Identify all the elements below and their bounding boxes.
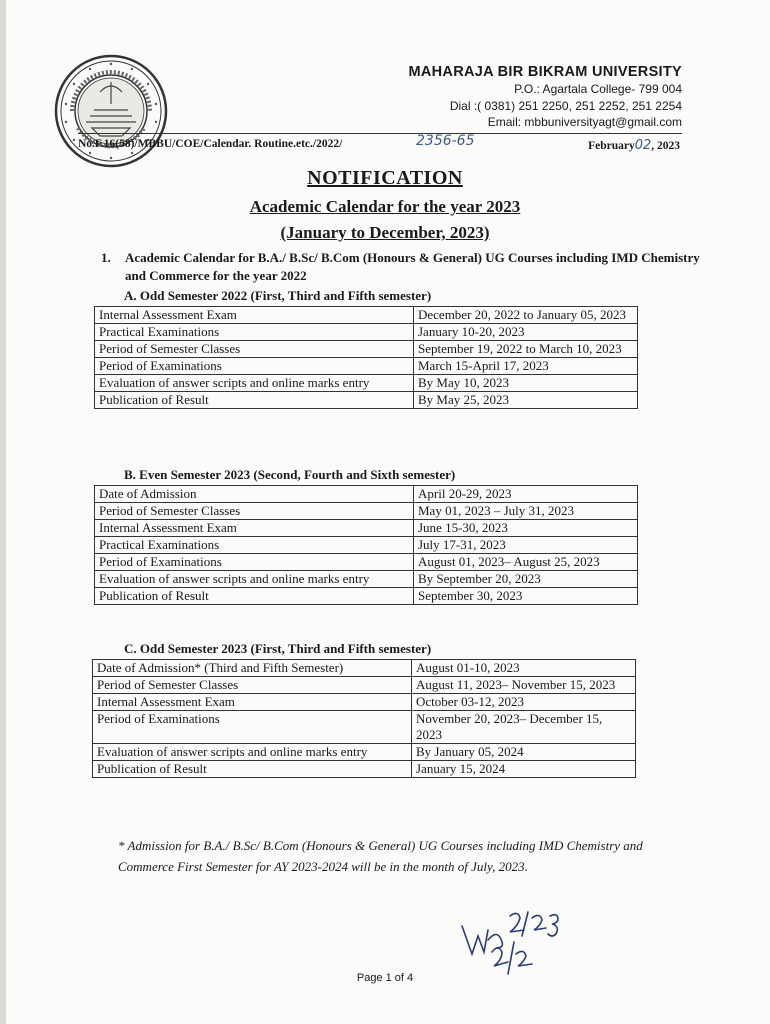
row-item-label: Internal Assessment Exam xyxy=(95,520,414,537)
reference-number: No.F.16(58)/MBBU/COE/Calendar. Routine.etc./2022/ xyxy=(78,138,343,150)
row-item-date: October 03-12, 2023 xyxy=(412,694,636,711)
section-b-heading: B. Even Semester 2023 (Second, Fourth and Sixth semester) xyxy=(124,467,456,482)
university-address-block xyxy=(409,63,683,131)
calendar-date-range: (January to December, 2023) xyxy=(280,223,490,242)
postal-address: P.O.: Agartala College- 799 004 xyxy=(514,82,682,96)
row-item-label: Period of Examinations xyxy=(95,554,414,571)
row-item-date: May 01, 2023 – July 31, 2023 xyxy=(414,503,638,520)
date-month: February xyxy=(588,140,635,152)
row-item-date: August 11, 2023– November 15, 2023 xyxy=(412,677,636,694)
row-item-date: January 10-20, 2023 xyxy=(414,324,638,341)
row-item-date: September 19, 2022 to March 10, 2023 xyxy=(414,341,638,358)
table-row xyxy=(95,571,638,588)
table-row xyxy=(95,324,638,341)
row-item-label: Practical Examinations xyxy=(95,537,414,554)
row-item-label: Publication of Result xyxy=(95,392,414,409)
table-row xyxy=(95,520,638,537)
table-row xyxy=(95,358,638,375)
row-item-date: March 15-April 17, 2023 xyxy=(414,358,638,375)
section-1-number: 1. xyxy=(101,250,111,265)
table-row xyxy=(93,761,636,778)
table-row xyxy=(95,486,638,503)
odd-semester-2022-table xyxy=(94,306,638,409)
row-item-label: Period of Semester Classes xyxy=(95,503,414,520)
row-item-date: By May 25, 2023 xyxy=(414,392,638,409)
table-row xyxy=(95,554,638,571)
table-row xyxy=(93,660,636,677)
table-row xyxy=(95,341,638,358)
table-row xyxy=(95,588,638,605)
row-item-label: Period of Semester Classes xyxy=(93,677,412,694)
row-item-date: June 15-30, 2023 xyxy=(414,520,638,537)
row-item-date: April 20-29, 2023 xyxy=(414,486,638,503)
university-name: MAHARAJA BIR BIKRAM UNIVERSITY xyxy=(408,64,682,80)
row-item-label: Period of Examinations xyxy=(93,711,412,744)
table-row xyxy=(95,537,638,554)
row-item-date: December 20, 2022 to January 05, 2023 xyxy=(414,307,638,324)
page-footer: Page 1 of 4 xyxy=(356,972,414,984)
table-row xyxy=(93,711,636,744)
email-address: Email: mbbuniversityagt@gmail.com xyxy=(487,115,682,129)
row-item-date: July 17-31, 2023 xyxy=(414,537,638,554)
row-item-date: January 15, 2024 xyxy=(412,761,636,778)
row-item-label: Publication of Result xyxy=(95,588,414,605)
section-1-text: Academic Calendar for B.A./ B.Sc/ B.Com (Honours & General) UG Courses including IMD Chemistry and Commerce for the year 2022 xyxy=(125,250,700,283)
row-item-date: August 01, 2023– August 25, 2023 xyxy=(414,554,638,571)
date-year: , 2023 xyxy=(651,140,680,152)
table-row xyxy=(95,392,638,409)
handwritten-memo-number: 2356-65 xyxy=(416,133,475,149)
section-1-heading xyxy=(101,249,701,285)
row-item-label: Internal Assessment Exam xyxy=(93,694,412,711)
row-item-label: Publication of Result xyxy=(93,761,412,778)
table-row xyxy=(95,503,638,520)
scan-edge xyxy=(0,0,6,1024)
table-row xyxy=(95,375,638,392)
row-item-label: Date of Admission xyxy=(95,486,414,503)
row-item-date: By September 20, 2023 xyxy=(414,571,638,588)
odd-semester-2023-table xyxy=(92,659,636,778)
admission-note: * Admission for B.A./ B.Sc/ B.Com (Honours & General) UG Courses including IMD Chemistry and Commerce First Semester for AY 2023-2024 will be in the month of July, 2023. xyxy=(118,838,643,874)
row-item-date: August 01-10, 2023 xyxy=(412,660,636,677)
row-item-date: By May 10, 2023 xyxy=(414,375,638,392)
calendar-title: Academic Calendar for the year 2023 xyxy=(249,197,521,216)
row-item-label: Period of Examinations xyxy=(95,358,414,375)
row-item-date: November 20, 2023– December 15, 2023 xyxy=(412,711,636,744)
even-semester-2023-table xyxy=(94,485,638,605)
section-c-heading: C. Odd Semester 2023 (First, Third and Fifth semester) xyxy=(124,641,432,656)
row-item-date: By January 05, 2024 xyxy=(412,744,636,761)
row-item-label: Evaluation of answer scripts and online marks entry xyxy=(93,744,412,761)
table-row xyxy=(93,744,636,761)
date-day-handwritten: 02 xyxy=(634,138,652,153)
notification-title: NOTIFICATION xyxy=(307,167,463,189)
reference-line xyxy=(78,133,682,154)
phone-numbers: Dial :( 0381) 251 2250, 251 2252, 251 2254 xyxy=(449,98,682,113)
row-item-label: Practical Examinations xyxy=(95,324,414,341)
row-item-label: Evaluation of answer scripts and online marks entry xyxy=(95,375,414,392)
row-item-date: September 30, 2023 xyxy=(414,588,638,605)
row-item-label: Internal Assessment Exam xyxy=(95,307,414,324)
section-a-heading: A. Odd Semester 2022 (First, Third and Fifth semester) xyxy=(124,288,432,303)
table-row xyxy=(95,307,638,324)
notification-date xyxy=(588,138,680,153)
table-row xyxy=(93,677,636,694)
table-row xyxy=(93,694,636,711)
row-item-label: Period of Semester Classes xyxy=(95,341,414,358)
row-item-label: Evaluation of answer scripts and online marks entry xyxy=(95,571,414,588)
row-item-label: Date of Admission* (Third and Fifth Semester) xyxy=(93,660,412,677)
